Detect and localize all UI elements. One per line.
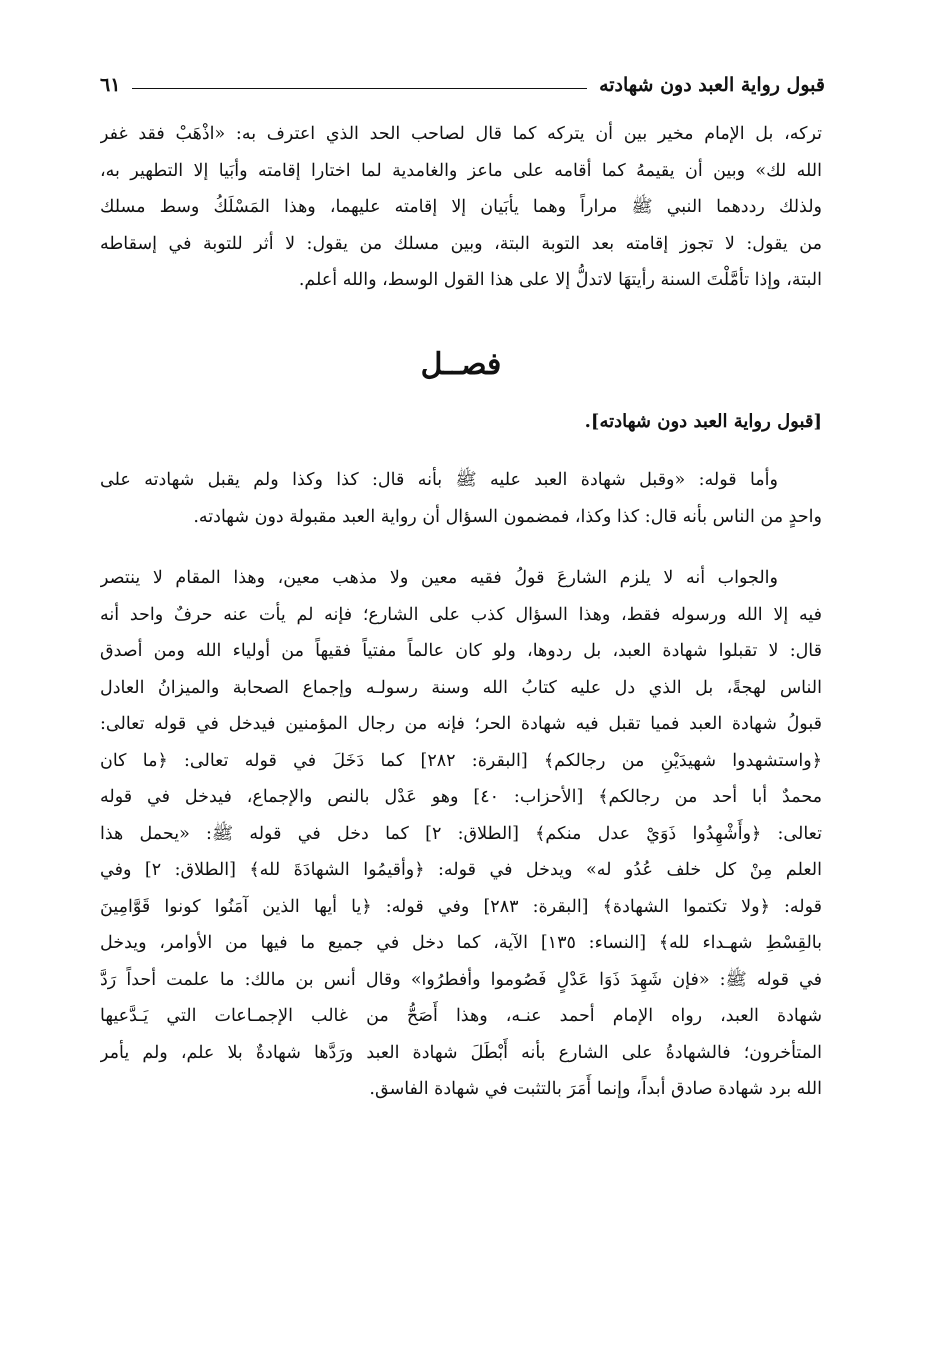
text-line: قال: لا تقبلوا شهادة العبد، بل ردوها، ولو كان عالماً مفتياً فقيهاً من أولياء الله ومن أصدق <box>100 641 822 661</box>
running-header <box>100 68 825 102</box>
text-line: الله برد شهادة صادق أبداً، وإنما أَمَرَ بالتثبت في شهادة الفاسق. <box>369 1079 822 1099</box>
text-line: البتة، وإذا تأمَّلْتَ السنة رأيتهَا لاتدلُّ إلا على هذا القول الوسط، والله أعلم. <box>298 270 822 290</box>
text-line: العلم مِنْ كل خلف عُدُو له» ويدخل في قوله: ﴿وأقيمُوا الشهادَةَ لله﴾ [الطلاق: ٢] وفي <box>100 860 822 880</box>
text-line: فيه إلا الله ورسوله فقط، وهذا السؤال كذب على الشارع؛ فإنه لم يأت عنه حرفٌ واحد أنه <box>100 604 822 625</box>
text-line: الله لك» وبين أن يقيمهُ كما أقامه على ماعز والغامدية لما اختارا إقامته وأبَيا إلا التطهير به، <box>100 160 822 181</box>
text-line: تركه، بل الإمام مخير بين أن يتركه كما قال لصاحب الحد الذي اعترف به: «اذْهَبْ فقد غفر <box>100 124 822 144</box>
text-line: قوله: ﴿ولا تكتموا الشهادة﴾ [البقرة: ٢٨٣] وفي قوله: ﴿يا أيها الذين آمَنُوا كونوا قَوَّامِينَ <box>100 896 822 917</box>
text-line: الناس لهجةً، بل الذي دل عليه كتابُ الله وسنة رسولـه وإجماع الصحابة والميزانُ العادل <box>100 677 822 698</box>
text-line: والجواب أنه لا يلزم الشارعَ قولُ فقيه معين ولا مذهب معين، وهذا المقام لا ينتصر <box>100 568 778 588</box>
paragraph-question <box>100 462 822 535</box>
text-line: واحدٍ من الناس بأنه قال: كذا وكذا، فمضمون السؤال أن رواية العبد مقبولة دون شهادته. <box>193 506 822 527</box>
header-rule <box>132 88 587 89</box>
text-line: في قوله ﷺ: «فإن شَهِدَ ذَوَا عَدْلٍ فَصُوموا وأفطرُوا» وقال أنس بن مالك: ما علمت أحداً رَدَّ <box>100 969 822 990</box>
section-subheading: [قبول رواية العبد دون شهادته]. <box>584 411 822 432</box>
paragraph-continuation <box>100 116 822 299</box>
text-line: المتأخرون؛ فالشهادةُ على الشارع بأنه أَبْطَلَ شهادة العبد ورَدَّها شهادةٌ بلا علم، ولم يأمر <box>100 1042 822 1063</box>
text-line: محمدٌ أبا أحد من رجالكم﴾ [الأحزاب: ٤٠] وهو عَدْل بالنص والإجماع، فيدخل في قوله <box>100 787 822 807</box>
text-line: شهادة العبد، رواه الإمام أحمد عنـه، وهذا أَصَحُّ من غالب الإجمـاعات التي يَـدَّعيها <box>100 1006 822 1026</box>
section-heading: فصــل <box>420 347 502 382</box>
text-line: قبولُ شهادة العبد فميا تقبل فيه شهادة الحر؛ فإنه من رجال المؤمنين فيدخل في قوله تعالى: <box>100 714 822 734</box>
page-number: ٦١ <box>100 74 121 96</box>
paragraph-answer <box>100 560 822 1108</box>
text-line: ولذلك رددهما النبي ﷺ مراراً وهما يأبَيان إلا إقامته عليهما، وهذا المَسْلَكُ وسط مسلك <box>100 197 822 217</box>
text-line: من يقول: لا تجوز إقامته بعد التوبة البتة، وبين مسلك من يقول: لا أثر للتوبة في إسقاطه <box>100 233 822 254</box>
text-line: تعالى: ﴿وأَشْهِدُوا ذَوَيْ عدل منكم﴾ [الطلاق: ٢] كما دخل في قوله ﷺ: «يحمل هذا <box>100 823 822 844</box>
text-line: وأما قوله: «وقبل شهادة العبد عليه ﷺ بأنه قال: كذا وكذا ولم يقبل شهادته على <box>100 470 778 490</box>
text-line: ﴿واستشهدوا شهيدَيْنِ من رجالكم﴾ [البقرة: ٢٨٢] كما دَخَلَ في قوله تعالى: ﴿ما كان <box>100 750 822 771</box>
running-title: قبول رواية العبد دون شهادته <box>599 74 825 96</box>
text-line: بالقِسْطِ شهـداء لله﴾ [النساء: ١٣٥] الآية، كما دخل في جميع ما فيها من الأوامر، ويدخل <box>100 933 822 953</box>
